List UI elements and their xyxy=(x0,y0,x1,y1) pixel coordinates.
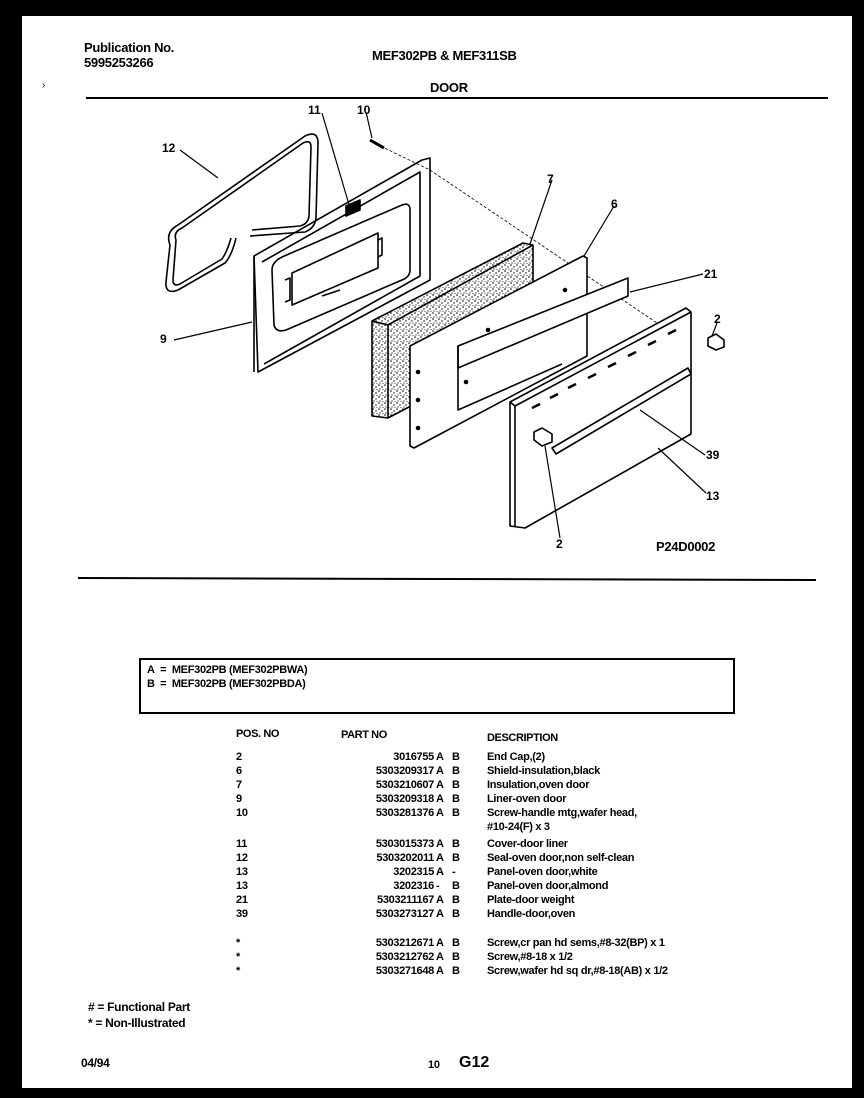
publication-label: Publication No. xyxy=(84,40,175,55)
table-row: 7 5303210607 A B Insulation,oven door xyxy=(236,779,590,791)
table-row: 13 3202315 A - Panel-oven door,white xyxy=(236,866,598,878)
legend-line-b: B = MEF302PB (MEF302PBDA) xyxy=(147,678,306,690)
callout-2-left: 2 xyxy=(556,537,563,551)
col-header-pos: POS. NO xyxy=(236,728,280,740)
callout-10: 10 xyxy=(357,103,371,117)
table-row: * 5303271648 A B Screw,wafer hd sq dr,#8-18(AB) x 1/2 xyxy=(236,965,668,977)
callout-21: 21 xyxy=(704,267,718,281)
table-row: 2 3016755 A B End Cap,(2) xyxy=(236,751,545,763)
col-header-description: DESCRIPTION xyxy=(487,732,558,744)
table-row: 39 5303273127 A B Handle-door,oven xyxy=(236,908,576,920)
footer-date: 04/94 xyxy=(81,1056,110,1070)
table-row-continuation: #10-24(F) x 3 xyxy=(487,821,550,833)
figure-id: P24D0002 xyxy=(656,539,716,554)
note-functional-part: # = Functional Part xyxy=(88,1000,190,1014)
table-row: * 5303212762 A B Screw,#8-18 x 1/2 xyxy=(236,951,573,963)
table-row: * 5303212671 A B Screw,cr pan hd sems,#8-32(BP) x 1 xyxy=(236,937,665,949)
table-row: 9 5303209318 A B Liner-oven door xyxy=(236,793,567,805)
callout-13: 13 xyxy=(706,489,720,503)
callout-11: 11 xyxy=(308,103,321,117)
table-row: 21 5303211167 A B Plate-door weight xyxy=(236,894,575,906)
diagram-bottom-rule xyxy=(78,577,816,581)
parts-catalog-page xyxy=(22,16,852,1088)
callout-12: 12 xyxy=(162,141,176,155)
table-row: 12 5303202011 A B Seal-oven door,non self-clean xyxy=(236,852,635,864)
publication-number: 5995253266 xyxy=(84,55,154,70)
callout-39: 39 xyxy=(706,448,720,462)
note-non-illustrated: * = Non-Illustrated xyxy=(88,1016,186,1030)
callout-6: 6 xyxy=(611,197,618,211)
callout-2-right: 2 xyxy=(714,312,721,326)
section-title: DOOR xyxy=(430,80,468,95)
seal-gasket-part-12 xyxy=(166,134,318,291)
legend-line-a: A = MEF302PB (MEF302PBWA) xyxy=(147,664,308,676)
table-row: 13 3202316 - B Panel-oven door,almond xyxy=(236,880,609,892)
footer-code: G12 xyxy=(459,1054,490,1071)
screw-part-10 xyxy=(370,140,384,148)
table-row: 6 5303209317 A B Shield-insulation,black xyxy=(236,765,600,777)
exploded-door-diagram xyxy=(22,16,852,576)
end-cap-right-part-2 xyxy=(708,334,724,350)
table-row: 11 5303015373 A B Cover-door liner xyxy=(236,838,568,850)
table-row: 10 5303281376 A B Screw-handle mtg,wafer head, xyxy=(236,807,637,819)
col-header-part: PART NO xyxy=(341,729,387,741)
model-legend-box xyxy=(139,658,735,714)
callout-9: 9 xyxy=(160,332,167,346)
margin-mark: › xyxy=(42,80,46,91)
callout-7: 7 xyxy=(547,172,554,186)
footer-page-number: 10 xyxy=(428,1059,440,1071)
models-title: MEF302PB & MEF311SB xyxy=(372,48,517,63)
